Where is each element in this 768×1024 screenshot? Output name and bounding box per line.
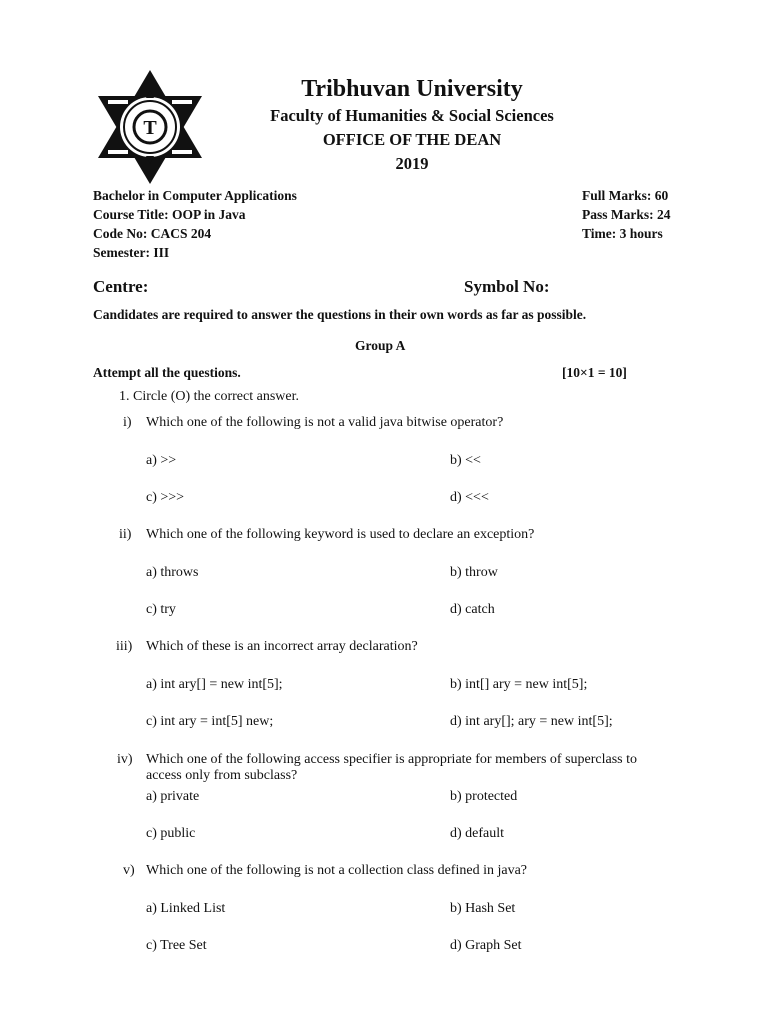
time-allowed: Time: 3 hours: [582, 226, 663, 241]
course-code: Code No: CACS 204: [93, 226, 212, 241]
course-title: Course Title: OOP in Java: [93, 207, 246, 222]
option-a: a) private: [146, 789, 200, 804]
question-text: Which one of the following is not a collection class defined in java?: [146, 863, 527, 878]
option-c: c) int ary = int[5] new;: [146, 714, 274, 729]
svg-text:T: T: [143, 117, 157, 139]
option-a: a) Linked List: [146, 901, 226, 916]
question-text: Which one of the following keyword is used to declare an exception?: [146, 527, 535, 542]
marks-allocation: [10×1 = 10]: [562, 365, 627, 380]
university-title: Tribhuvan University: [301, 76, 523, 102]
question-text-continued: access only from subclass?: [146, 768, 298, 783]
circle-instruction: 1. Circle (O) the correct answer.: [119, 389, 299, 404]
question-text: Which one of the following is not a valid java bitwise operator?: [146, 415, 504, 430]
pass-marks: Pass Marks: 24: [582, 207, 671, 222]
question-number: iii): [116, 639, 133, 654]
centre-label: Centre:: [93, 277, 149, 296]
group-heading: Group A: [355, 338, 406, 353]
option-c: c) >>>: [146, 490, 185, 505]
question-text: Which one of the following access specifier is appropriate for members of superclass to: [146, 752, 637, 767]
question-number: i): [123, 415, 132, 430]
symbol-no-label: Symbol No:: [464, 277, 550, 296]
full-marks: Full Marks: 60: [582, 188, 669, 203]
option-a: a) throws: [146, 565, 199, 580]
program-name: Bachelor in Computer Applications: [93, 188, 297, 203]
option-d: d) catch: [450, 602, 495, 617]
option-a: a) >>: [146, 453, 177, 468]
option-b: b) protected: [450, 789, 518, 804]
option-b: b) int[] ary = new int[5];: [450, 677, 588, 692]
question-number: ii): [119, 527, 132, 542]
option-d: d) default: [450, 826, 505, 841]
option-b: b) <<: [450, 453, 481, 468]
option-b: b) Hash Set: [450, 901, 516, 916]
faculty-title: Faculty of Humanities & Social Sciences: [270, 106, 554, 125]
option-c: c) Tree Set: [146, 938, 207, 953]
office-title: OFFICE OF THE DEAN: [322, 130, 502, 149]
option-d: d) int ary[]; ary = new int[5];: [450, 714, 613, 729]
general-instruction: Candidates are required to answer the questions in their own words as far as possible.: [93, 307, 587, 322]
question-number: iv): [117, 752, 133, 767]
exam-year: 2019: [395, 154, 429, 173]
option-d: d) Graph Set: [450, 938, 522, 953]
option-c: c) try: [146, 602, 176, 617]
option-d: d) <<<: [450, 490, 489, 505]
option-a: a) int ary[] = new int[5];: [146, 677, 283, 692]
attempt-instruction: Attempt all the questions.: [93, 365, 241, 380]
option-c: c) public: [146, 826, 196, 841]
question-text: Which of these is an incorrect array declaration?: [146, 639, 418, 654]
question-number: v): [123, 863, 135, 878]
option-b: b) throw: [450, 565, 498, 580]
semester: Semester: III: [93, 245, 170, 260]
